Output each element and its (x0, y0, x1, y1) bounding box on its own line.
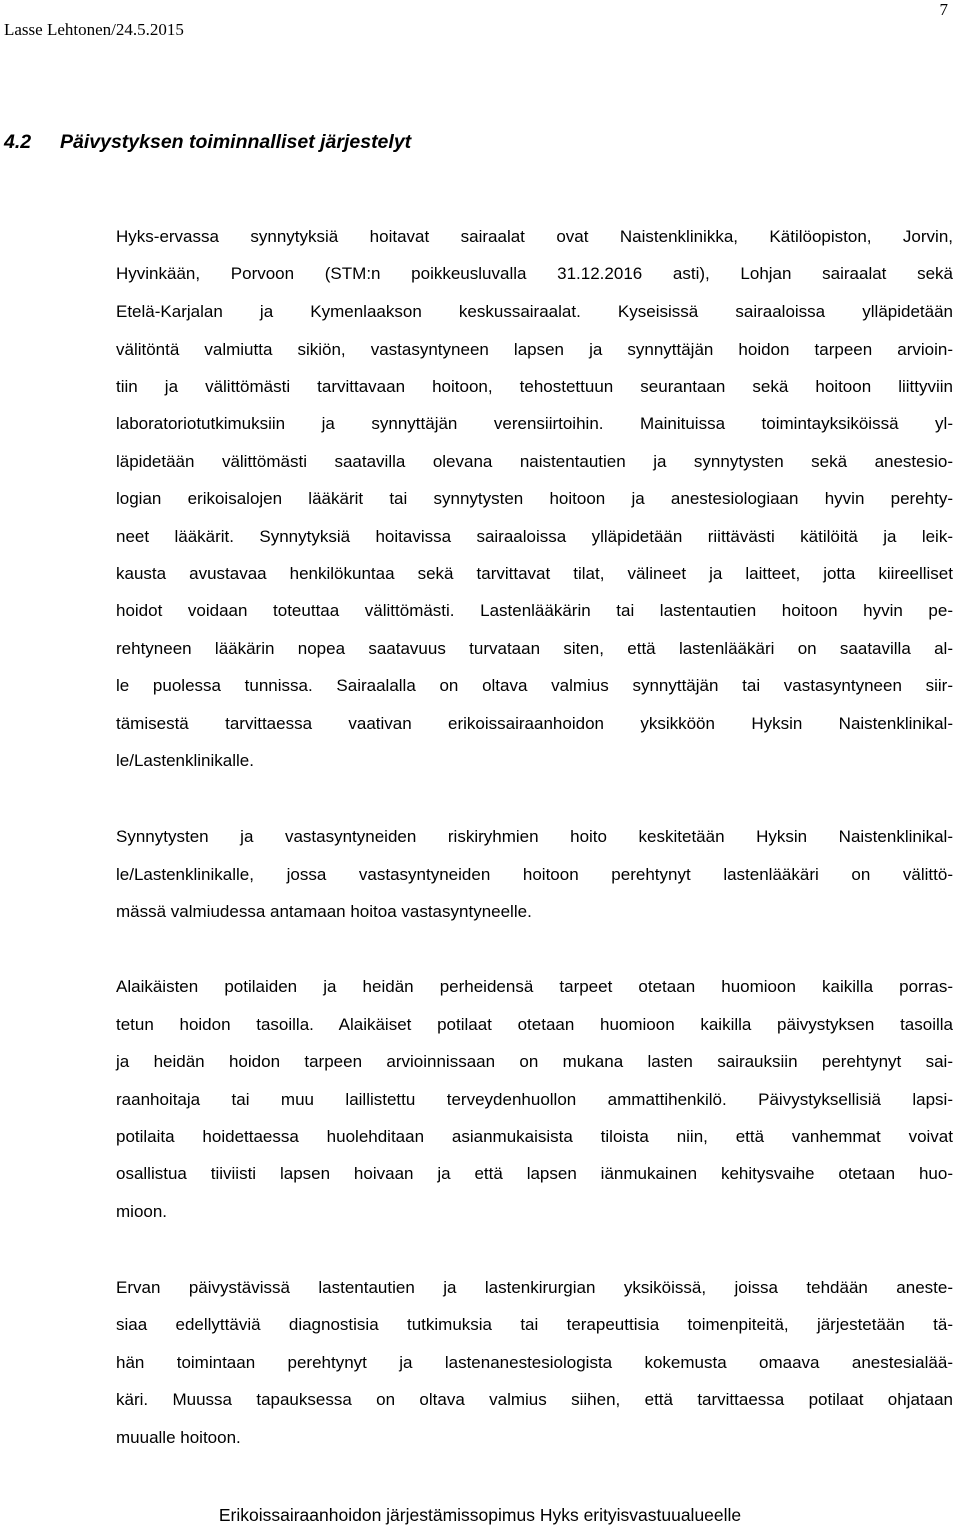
paragraph-line: käri. Muussa tapauksessa on oltava valmius siihen, että tarvittaessa potilaat ohjataan (116, 1390, 953, 1409)
paragraph-line: ja heidän hoidon tarpeen arvioinnissaan on mukana lasten sairauksiin perehtynyt sai- (116, 1052, 953, 1071)
paragraph-line: hoidot voidaan toteuttaa välittömästi. Lastenlääkärin tai lastentautien hoitoon hyvin pe- (116, 601, 953, 620)
paragraph-line: Etelä-Karjalan ja Kymenlaakson keskussairaalat. Kyseisissä sairaaloissa ylläpidetään (116, 302, 953, 321)
paragraph-line: osallistua tiiviisti lapsen hoivaan ja että lapsen iänmukainen kehitysvaihe otetaan huo- (116, 1164, 953, 1183)
paragraph-line: kausta avustavaa henkilökuntaa sekä tarvittavat tilat, välineet ja laitteet, jotta kiireelliset (116, 564, 953, 583)
paragraph-line: rehtyneen lääkärin nopea saatavuus turvataan siten, että lastenlääkäri on saatavilla al- (116, 639, 953, 658)
paragraph-line: läpidetään välittömästi saatavilla olevana naistentautien ja synnytysten sekä anestesio- (116, 452, 953, 471)
paragraph-line: Hyvinkään, Porvoon (STM:n poikkeusluvalla 31.12.2016 asti), Lohjan sairaalat sekä (116, 264, 953, 283)
paragraph-line: tetun hoidon tasoilla. Alaikäiset potilaat otetaan huomioon kaikilla päivystyksen tasoilla (116, 1015, 953, 1034)
paragraph-line: tiin ja välittömästi tarvittavaan hoitoon, tehostettuun seurantaan sekä hoitoon liittyviin (116, 377, 953, 396)
section-title: Päivystyksen toiminnalliset järjestelyt (60, 131, 412, 153)
page-footer: Erikoissairaanhoidon järjestämissopimus Hyks erityisvastuualueelle (218, 1505, 742, 1525)
paragraph-line: laboratoriotutkimuksiin ja synnyttäjän verensiirtoihin. Mainituissa toimintayksiköissä yl- (116, 414, 953, 433)
paragraph-line: välitöntä valmiutta sikiön, vastasyntyneen lapsen ja synnyttäjän hoidon tarpeen arvioin- (116, 340, 953, 359)
paragraph-line: logian erikoisalojen lääkärit tai synnytysten hoitoon ja anestesiologiaan hyvin perehty- (116, 489, 953, 508)
page-number: 7 (939, 0, 948, 19)
paragraph-line: Alaikäisten potilaiden ja heidän perheidensä tarpeet otetaan huomioon kaikilla porras- (116, 977, 953, 996)
section-number: 4.2 (4, 131, 32, 153)
paragraph-line: Hyks-ervassa synnytyksiä hoitavat sairaalat ovat Naistenklinikka, Kätilöopiston, Jorvin, (116, 227, 953, 246)
paragraph-line: muualle hoitoon. (116, 1428, 241, 1447)
section-heading (4, 128, 411, 156)
paragraph-line: tämisestä tarvittaessa vaativan erikoissairaanhoidon yksikköön Hyksin Naistenklinikal- (116, 714, 953, 733)
paragraph-line: le/Lastenklinikalle. (116, 751, 254, 770)
paragraph-line: potilaita hoidettaessa huolehditaan asianmukaisista tiloista niin, että vanhemmat voivat (116, 1127, 953, 1146)
paragraph-line: mioon. (116, 1202, 168, 1221)
paragraph-line: le/Lastenklinikalle, jossa vastasyntyneiden hoitoon perehtynyt lastenlääkäri on välittö- (116, 865, 953, 884)
paragraph-line: mässä valmiudessa antamaan hoitoa vastasyntyneelle. (116, 902, 532, 921)
paragraph-line: le puolessa tunnissa. Sairaalalla on oltava valmius synnyttäjän tai vastasyntyneen siir- (116, 676, 953, 695)
paragraph-line: siaa edellyttäviä diagnostisia tutkimuksia tai terapeuttisia toimenpiteitä, järjestetään tä- (116, 1315, 953, 1334)
paragraph-line: raanhoitaja tai muu laillistettu terveydenhuollon ammattihenkilö. Päivystyksellisiä lapsi- (116, 1090, 953, 1109)
paragraph-line: hän toimintaan perehtynyt ja lastenanestesiologista kokemusta omaava anestesialää- (116, 1353, 953, 1372)
paragraph-line: neet lääkärit. Synnytyksiä hoitavissa sairaaloissa ylläpidetään riittävästi kätilöitä ja leik- (116, 527, 953, 546)
paragraph-line: Synnytysten ja vastasyntyneiden riskiryhmien hoito keskitetään Hyksin Naistenklinikal- (116, 827, 953, 846)
running-header: Lasse Lehtonen/24.5.2015 (4, 20, 184, 39)
paragraph-line: Ervan päivystävissä lastentautien ja lastenkirurgian yksiköissä, joissa tehdään aneste- (116, 1278, 953, 1297)
